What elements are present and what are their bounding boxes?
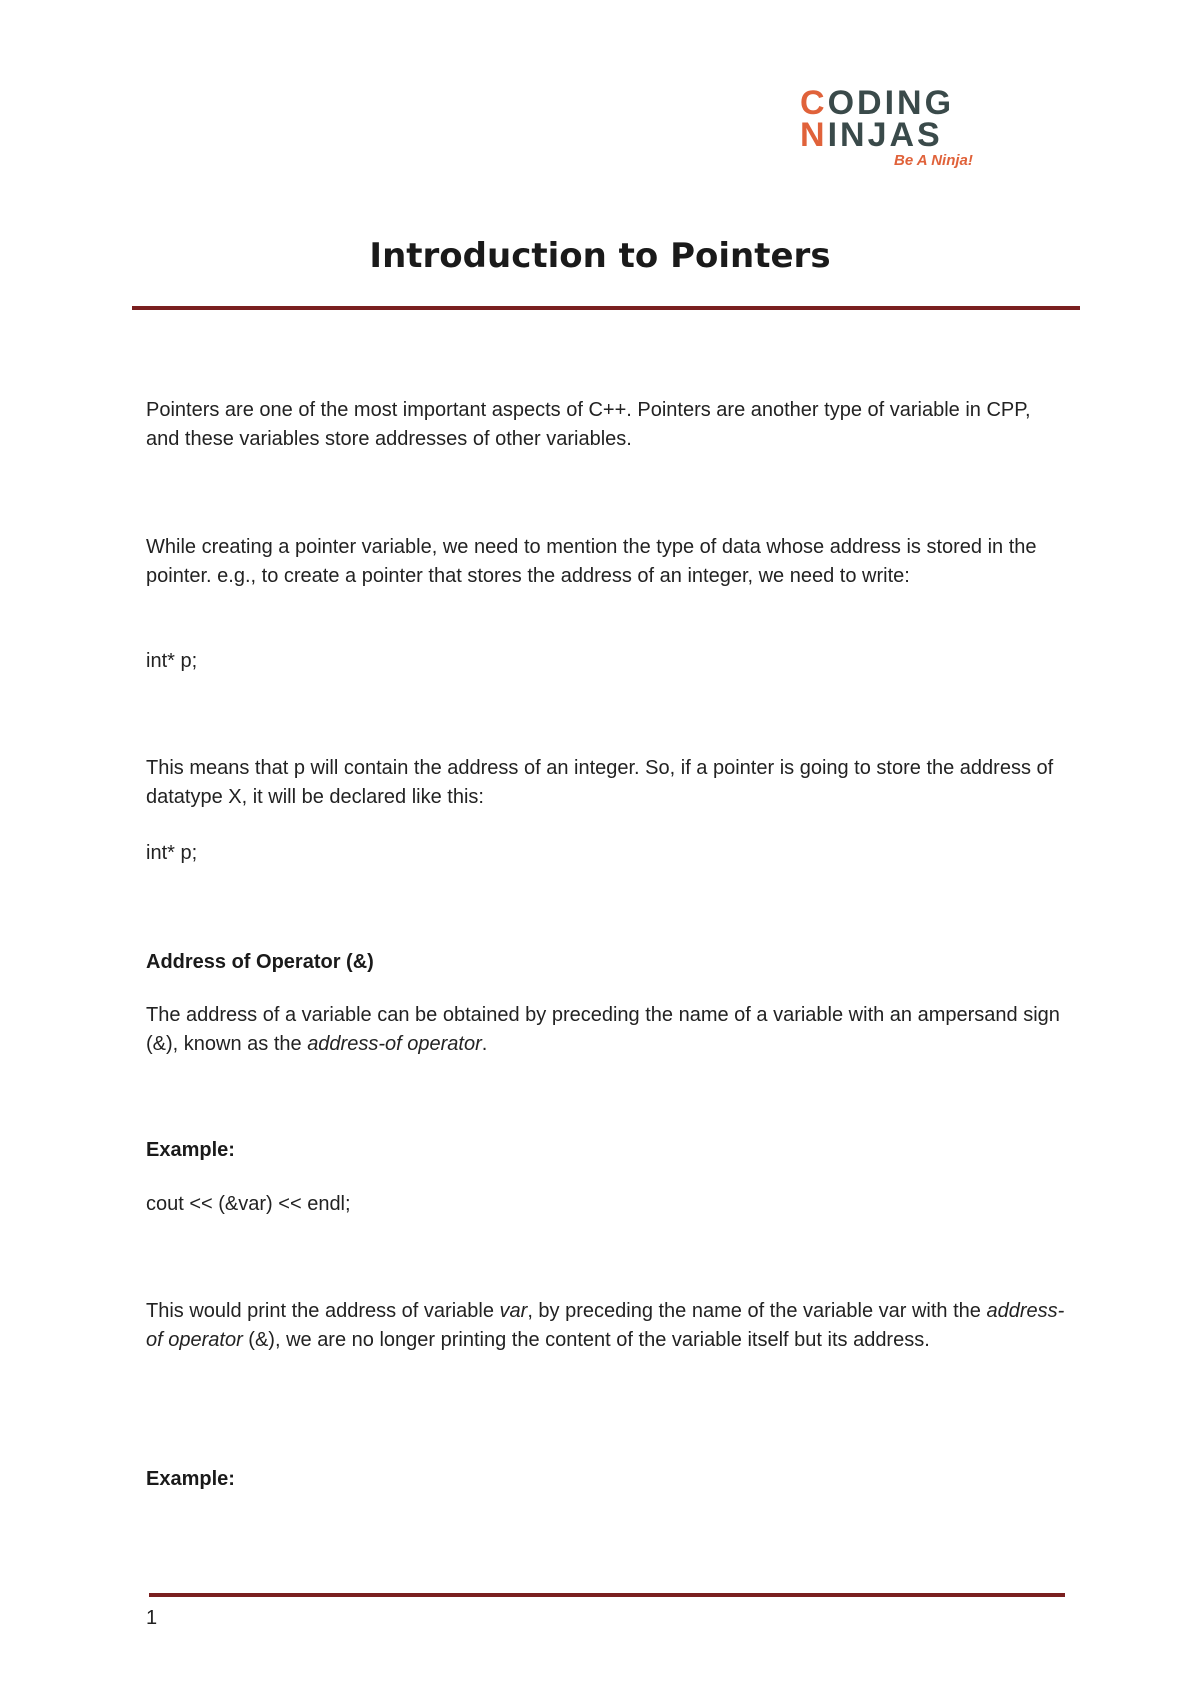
code-line: cout << (&var) << endl; xyxy=(146,1193,351,1215)
paragraph-pointer-meaning: This means that p will contain the address of an integer. So, if a pointer is going to store the address of datatype X, it will be declared like this: xyxy=(146,757,1054,808)
italic-term: var xyxy=(499,1300,528,1322)
logo-c: C xyxy=(800,84,828,122)
footer-divider xyxy=(149,1593,1065,1597)
section-heading: Address of Operator (&) xyxy=(146,951,374,973)
text-run: (&), we are no longer printing the content of the variable itself but its address. xyxy=(242,1329,930,1351)
paragraph-address-of xyxy=(146,1001,1066,1059)
code-line: int* p; xyxy=(146,650,198,672)
italic-term: address-of operator xyxy=(307,1033,482,1055)
logo-injas: INJAS xyxy=(827,116,943,154)
logo-tagline: Be A Ninja! xyxy=(894,152,973,169)
code-line: int* p; xyxy=(146,842,198,864)
logo-odin: ODIN xyxy=(827,84,925,122)
text-run: The address of a variable can be obtained by preceding the name of a variable with an ampersand sign (&), known as the xyxy=(146,1004,1060,1055)
paragraph-explanation xyxy=(146,1297,1066,1355)
page-number: 1 xyxy=(146,1607,158,1629)
coding-ninjas-logo xyxy=(800,82,990,172)
logo-n: N xyxy=(800,116,828,154)
example-label: Example: xyxy=(146,1468,235,1490)
paragraph-intro: Pointers are one of the most important aspects of C++. Pointers are another type of variable in CPP, and these variables store addresses of other variables. xyxy=(146,399,1031,450)
text-run: , by preceding the name of the variable var with the xyxy=(527,1300,987,1322)
title-divider xyxy=(132,306,1080,310)
paragraph-pointer-creation: While creating a pointer variable, we need to mention the type of data whose address is stored in the pointer. e.g., to create a pointer that stores the address of an integer, we need to write: xyxy=(146,536,1037,587)
logo-g: G xyxy=(924,84,955,122)
text-run: This would print the address of variable xyxy=(146,1300,500,1322)
italic-term: address-of operator xyxy=(146,1300,1065,1351)
text-run: . xyxy=(481,1033,488,1055)
example-label: Example: xyxy=(146,1139,235,1161)
page-title: Introduction to Pointers xyxy=(369,236,831,276)
